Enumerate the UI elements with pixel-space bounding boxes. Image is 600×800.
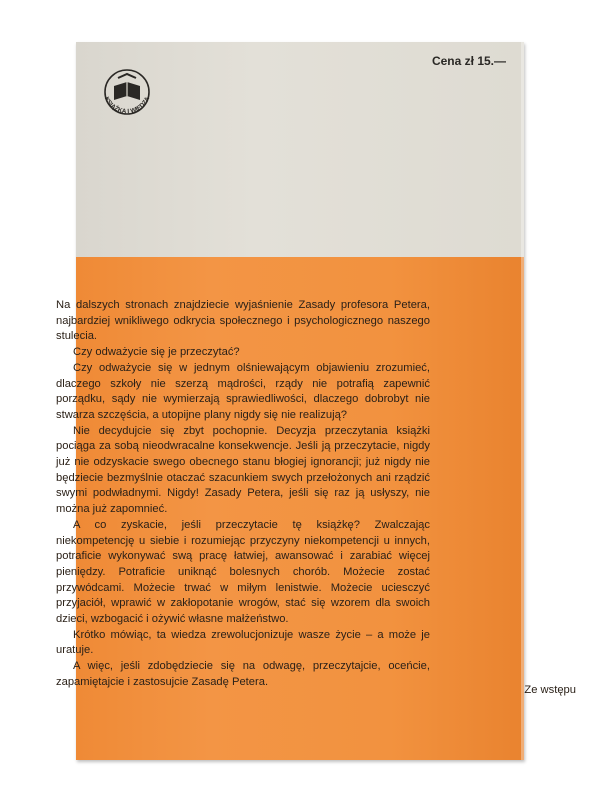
blurb-paragraph: Na dalszych stronach znajdziecie wyjaśnienie Zasady profesora Petera, najbardziej wnikliwego odkrycia społecznego i psychologicznego naszego stulecia. [56, 299, 430, 343]
blurb-paragraph: A co zyskacie, jeśli przeczytacie tę książkę? Zwalczając niekompetencję u siebie i rozumiejąc przyczyny niekompetencji u innych, potraficie wykonywać swą pracę łatwiej, awansować i zarabiać więcej pieniędzy. Potraficie uniknąć bolesnych chorób. Możecie zostać przywódcami. Możecie trwać w miłym lenistwie. Możecie uciesczyć przyjaciół, wprawić w zakłopotanie wrogów, stać się wzorem dla swoich dzieci, wzbogacić i ożywić własne małżeństwo. [56, 518, 430, 626]
blurb-paragraph: Krótko mówiąc, ta wiedza zrewolucjonizuje wasze życie – a może je uratuje. [56, 628, 430, 657]
price-label: Cena zł 15.— [431, 54, 506, 68]
source-signature: Ze wstępu [524, 684, 576, 696]
publisher-logo-icon [92, 56, 162, 126]
svg-text:KSIĄŻKA I WIEDZA [103, 95, 152, 115]
blurb-paragraph: Czy odważycie się je przeczytać? [73, 346, 240, 359]
blurb-paragraph: Czy odważycie się w jednym olśniewającym objawieniu zrozumieć, dlaczego szkoły nie szerzą mądrości, rządy nie potrafią zapewnić porządku, sądy nie wymierzają sprawiedliwości, dlaczego dobrobyt nie stwarza szczęścia, a utopijne plany nigdy się nie realizują? [56, 361, 430, 421]
blurb-text [56, 298, 430, 691]
publisher-logo-text: KSIĄŻKA I WIEDZA [102, 95, 152, 116]
blurb-paragraph: Nie decydujcie się zbyt pochopnie. Decyzja przeczytania książki pociąga za sobą nieodwracalne konsekwencje. Jeśli ją przeczytacie, nigdy już nie odzyskacie swego obecnego stanu błogiej ignorancji; już nigdy nie będziecie bezmyślnie otaczać szacunkiem swych przełożonych ani rządzić swymi podwładnymi. Nigdy! Zasady Petera, jeśli się raz ją usłyszy, nie można już zapomnieć. [56, 424, 430, 516]
cover-edge-highlight [521, 42, 524, 760]
cover-top-panel [76, 42, 524, 257]
blurb-paragraph: A więc, jeśli zdobędziecie się na odwagę, przeczytajcie, oceńcie, zapamiętajcie i zastosujcie Zasadę Petera. [56, 660, 430, 688]
